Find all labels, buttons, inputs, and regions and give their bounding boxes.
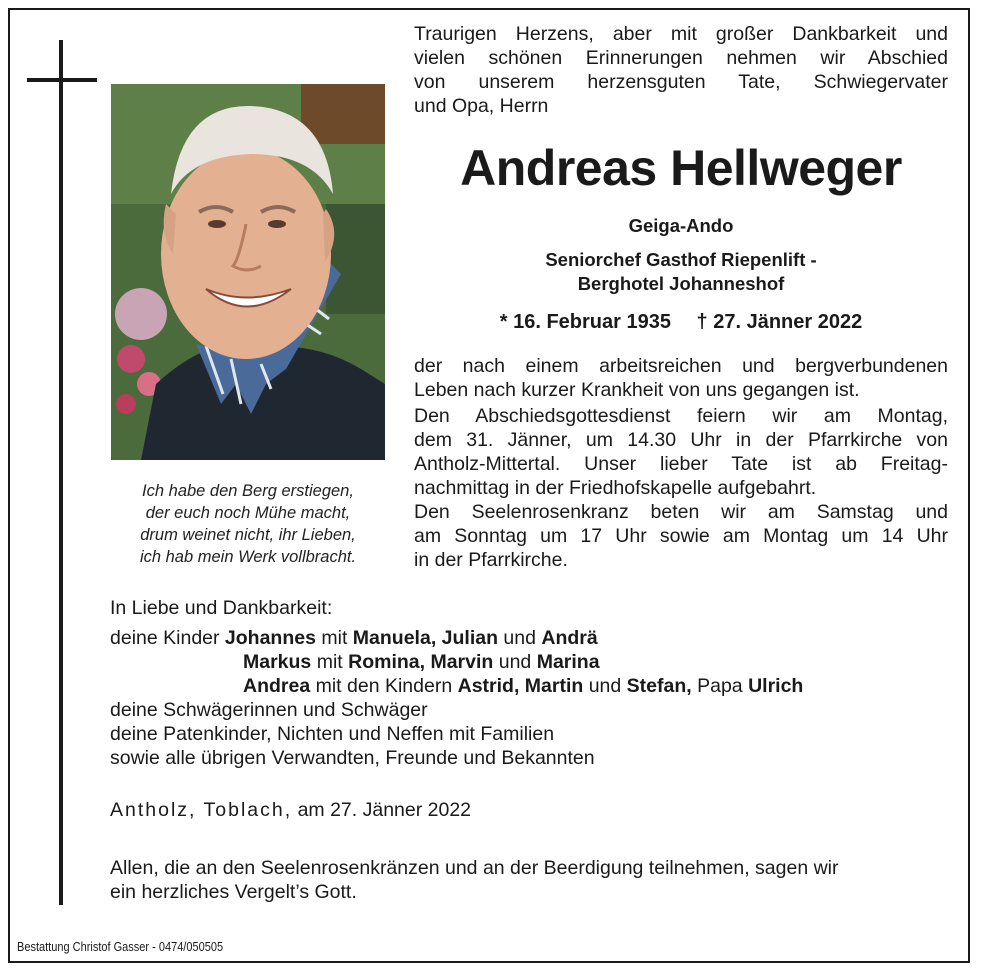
passage-line: Den Abschiedsgottesdienst feiern wir am Montag, [414, 405, 948, 427]
date: am 27. Jänner 2022 [297, 799, 472, 821]
intro-line: und Opa, Herrn [414, 95, 549, 117]
mourner-text: mit [315, 627, 353, 649]
poem-line: drum weinet nicht, ihr Lieben, [140, 526, 356, 544]
mourners-row-children [110, 626, 598, 650]
death-date: † 27. Jänner 2022 [696, 311, 863, 333]
poem-line: Ich habe den Berg erstiegen, [142, 482, 354, 500]
mourners-line: deine Patenkinder, Nichten und Neffen mit Familien [110, 723, 555, 745]
passage-line: Leben nach kurzer Krankheit von uns gegangen ist. [414, 379, 860, 401]
mourner-text: und [498, 627, 542, 649]
place: Antholz, Toblach, [110, 799, 293, 821]
mourners-row-andrea [243, 674, 803, 698]
mourners-heading: In Liebe und Dankbarkeit: [110, 597, 333, 619]
intro-text [414, 22, 948, 118]
mourner-name: Ulrich [748, 675, 804, 697]
mourner-name: Romina, Marvin [348, 651, 494, 673]
mourner-name: Andrä [541, 627, 598, 649]
passage-2 [414, 404, 948, 572]
intro-line: vielen schönen Erinnerungen nehmen wir Abschied [414, 47, 948, 69]
mourner-text: mit den Kindern [310, 675, 458, 697]
passage-line: dem 31. Jänner, um 14.30 Uhr in der Pfarrkirche von [414, 429, 948, 451]
mourner-text: deine Kinder [110, 627, 225, 649]
passage-line: am Sonntag um 17 Uhr sowie am Montag um 14 Uhr [414, 525, 948, 547]
thanks-line: Allen, die an den Seelenrosenkränzen und an der Beerdigung teilnehmen, sagen wir [110, 857, 839, 879]
mourner-text: mit [311, 651, 349, 673]
mourner-name: Manuela, Julian [352, 627, 498, 649]
portrait-photo [111, 84, 385, 460]
mourner-name: Markus [243, 651, 312, 673]
passage-1 [414, 354, 948, 402]
passage-line: in der Pfarrkirche. [414, 549, 568, 571]
poem-line: der euch noch Mühe macht, [145, 504, 351, 522]
nickname: Geiga-Ando [628, 215, 734, 236]
mourner-name: Johannes [224, 627, 316, 649]
funeral-home-footer: Bestattung Christof Gasser - 0474/050505 [17, 940, 224, 954]
role-line-1: Seniorchef Gasthof Riepenlift - [545, 249, 817, 270]
role-line-2: Berghotel Johanneshof [577, 273, 785, 294]
passage-line: Antholz-Mittertal. Unser lieber Tate ist ab Freitag- [414, 453, 948, 475]
mourner-text: Papa [691, 675, 749, 697]
mourners-row-markus [243, 650, 600, 674]
mourner-text: und [493, 651, 537, 673]
mourner-name: Stefan, [626, 675, 692, 697]
thanks-line: ein herzliches Vergelt’s Gott. [110, 881, 357, 903]
intro-line: von unserem herzensguten Tate, Schwiegervater [414, 71, 948, 93]
intro-line: Traurigen Herzens, aber mit großer Dankbarkeit und [414, 23, 948, 45]
mourners-line: sowie alle übrigen Verwandten, Freunde und Bekannten [110, 747, 595, 769]
place-date [110, 798, 471, 822]
life-dates [414, 309, 948, 335]
mourner-text: und [583, 675, 627, 697]
passage-line: Den Seelenrosenkranz beten wir am Samstag und [414, 501, 948, 523]
mourner-name: Marina [536, 651, 600, 673]
passage-line: nachmittag in der Friedhofskapelle aufgebahrt. [414, 477, 817, 499]
birth-date: * 16. Februar 1935 [499, 311, 671, 333]
passage-line: der nach einem arbeitsreichen und bergverbundenen [414, 355, 948, 377]
poem [108, 480, 388, 568]
poem-line: ich hab mein Werk vollbracht. [139, 548, 357, 566]
mourner-name: Andrea [243, 675, 311, 697]
mourner-name: Astrid, Martin [457, 675, 584, 697]
cross-bar [27, 78, 97, 82]
mourners-line: deine Schwägerinnen und Schwäger [110, 699, 428, 721]
deceased-name: Andreas Hellweger [460, 140, 902, 196]
cross-icon [59, 40, 63, 905]
